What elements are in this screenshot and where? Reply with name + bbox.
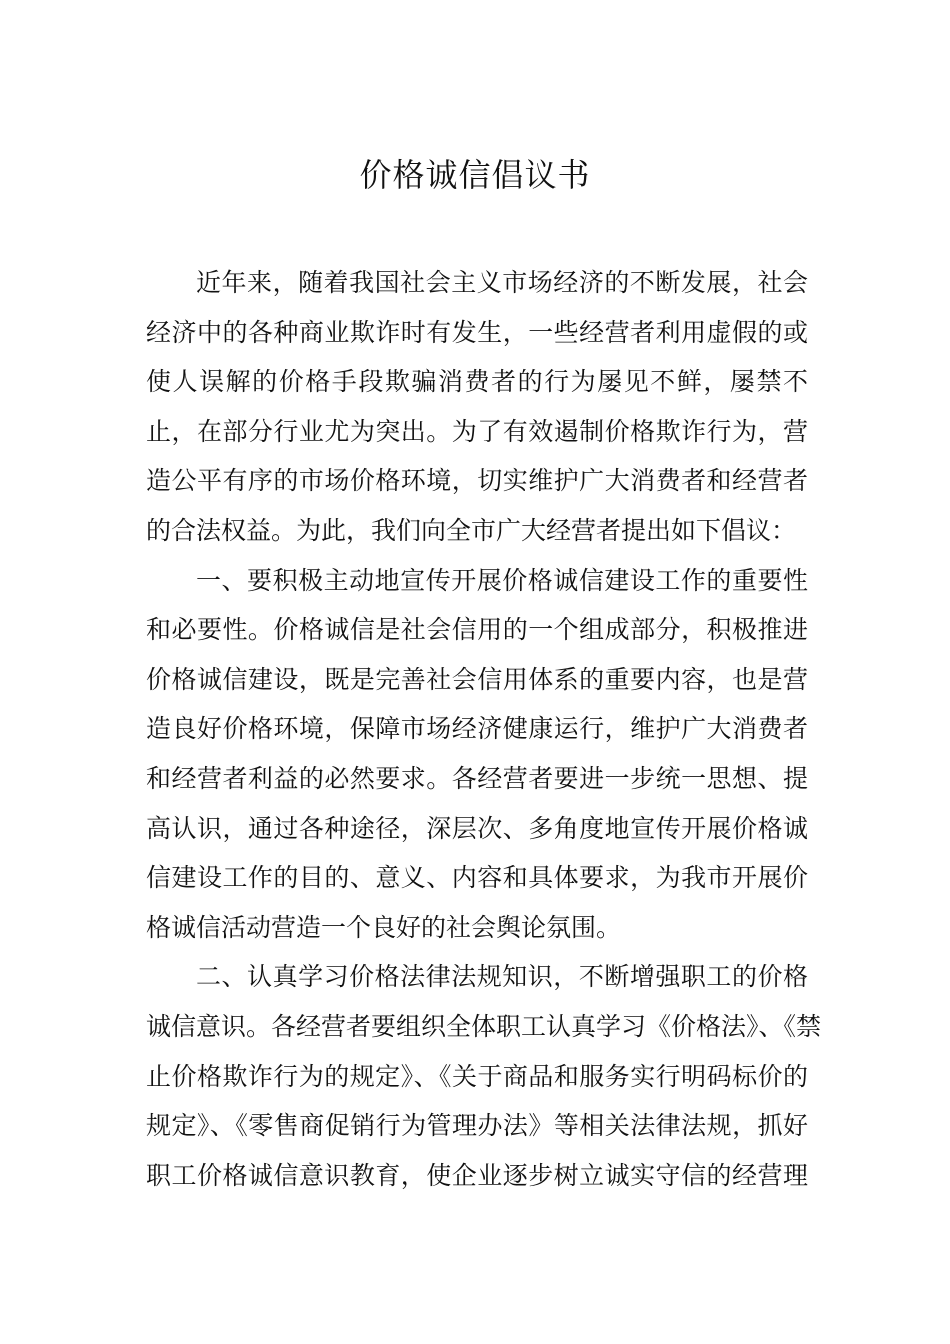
text-line: 职工价格诚信意识教育，使企业逐步树立诚实守信的经营理 — [146, 1160, 808, 1190]
text-line: 近年来，随着我国社会主义市场经济的不断发展，社会 — [196, 268, 808, 297]
paragraph-intro — [146, 258, 808, 556]
text-line: 的合法权益。为此，我们向全市广大经营者提出如下倡议： — [146, 515, 797, 545]
text-line: 规定》、《零售商促销行为管理办法》等相关法律法规，抓好 — [146, 1111, 808, 1141]
text-line: 格诚信活动营造一个良好的社会舆论氛围。 — [146, 912, 622, 942]
text-line: 高认识，通过各种途径，深层次、多角度地宣传开展价格诚 — [146, 813, 808, 843]
text-line: 造良好价格环境，保障市场经济健康运行，维护广大消费者 — [146, 714, 808, 744]
document-body — [146, 258, 822, 1200]
text-line: 信建设工作的目的、意义、内容和具体要求，为我市开展价 — [146, 863, 808, 893]
text-line: 止价格欺诈行为的规定》、《关于商品和服务实行明码标价的 — [146, 1061, 808, 1091]
paragraph-item-2 — [146, 952, 822, 1200]
text-line: 造公平有序的市场价格环境，切实维护广大消费者和经营者 — [146, 466, 808, 496]
text-line: 和必要性。价格诚信是社会信用的一个组成部分，积极推进 — [146, 615, 808, 645]
text-line: 止，在部分行业尤为突出。为了有效遏制价格欺诈行为，营 — [146, 416, 808, 446]
text-line: 经济中的各种商业欺诈时有发生，一些经营者利用虚假的或 — [146, 317, 808, 347]
text-line: 使人误解的价格手段欺骗消费者的行为屡见不鲜，屡禁不 — [146, 367, 808, 397]
text-line: 二、认真学习价格法律法规知识，不断增强职工的价格 — [196, 962, 808, 992]
paragraph-item-1 — [146, 556, 808, 953]
document-title: 价格诚信倡议书 — [359, 156, 591, 194]
text-line: 和经营者利益的必然要求。各经营者要进一步统一思想、提 — [146, 763, 808, 793]
text-line: 诚信意识。各经营者要组织全体职工认真学习《价格法》、《禁 — [146, 1011, 822, 1041]
text-line: 一、要积极主动地宣传开展价格诚信建设工作的重要性 — [196, 565, 808, 595]
text-line: 价格诚信建设，既是完善社会信用体系的重要内容，也是营 — [146, 664, 808, 694]
